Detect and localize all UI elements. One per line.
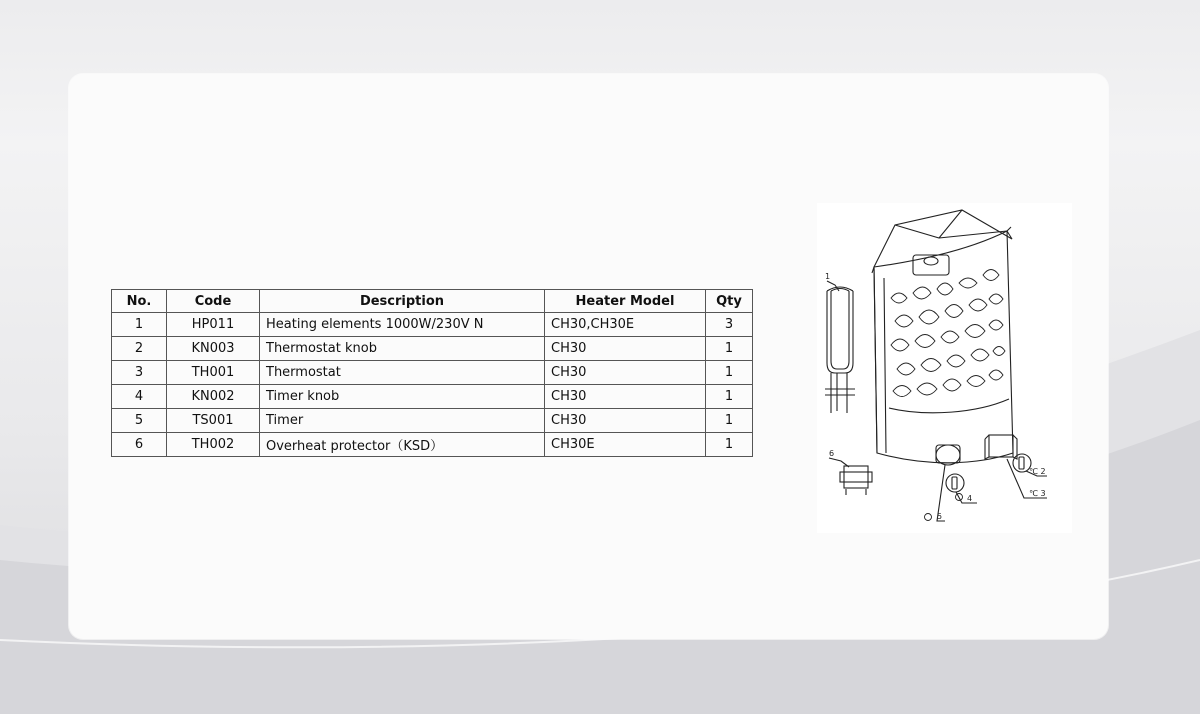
cell-no: 5 [112,409,167,433]
cell-qty: 1 [706,385,753,409]
cell-no: 4 [112,385,167,409]
cell-no: 1 [112,313,167,337]
header-description: Description [260,290,545,313]
cell-qty: 1 [706,433,753,457]
cell-code: KN002 [167,385,260,409]
cell-description: Thermostat [260,361,545,385]
cell-code: KN003 [167,337,260,361]
cell-qty: 1 [706,409,753,433]
cell-description: Timer knob [260,385,545,409]
callout-4: 4 [967,494,973,503]
heater-exploded-diagram [817,203,1072,533]
overheat-protector [840,466,872,495]
parts-table [111,289,753,457]
cell-model: CH30 [545,361,706,385]
callout-6: 6 [829,449,835,458]
header-qty: Qty [706,290,753,313]
cell-description: Overheat protector（KSD） [260,433,545,457]
cell-description: Timer [260,409,545,433]
cell-description: Thermostat knob [260,337,545,361]
table-row [112,337,753,361]
table-row [112,433,753,457]
header-no: No. [112,290,167,313]
heater-body [874,231,1013,463]
table-header-row [112,290,753,313]
table-row [112,313,753,337]
callout-3: ℃ 3 [1029,489,1046,498]
cell-no: 3 [112,361,167,385]
callout-1: 1 [825,272,831,281]
header-code: Code [167,290,260,313]
leaf-pattern [891,270,1005,397]
table-row [112,385,753,409]
cell-no: 6 [112,433,167,457]
header-heater-model: Heater Model [545,290,706,313]
cell-code: TH001 [167,361,260,385]
cell-qty: 1 [706,361,753,385]
cell-model: CH30 [545,385,706,409]
cell-code: HP011 [167,313,260,337]
table-row [112,361,753,385]
timer-symbol-icon [925,514,932,521]
timer-assembly [936,445,964,492]
cell-description: Heating elements 1000W/230V N [260,313,545,337]
cell-model: CH30 [545,337,706,361]
heating-element [825,287,855,413]
cell-code: TS001 [167,409,260,433]
callout-5: 5 [937,512,943,521]
cell-model: CH30,CH30E [545,313,706,337]
cell-model: CH30 [545,409,706,433]
cell-code: TH002 [167,433,260,457]
table-row [112,409,753,433]
cell-no: 2 [112,337,167,361]
cell-qty: 3 [706,313,753,337]
cell-qty: 1 [706,337,753,361]
thermostat-assembly [985,435,1031,472]
callout-2: ℃ 2 [1029,467,1046,476]
cell-model: CH30E [545,433,706,457]
